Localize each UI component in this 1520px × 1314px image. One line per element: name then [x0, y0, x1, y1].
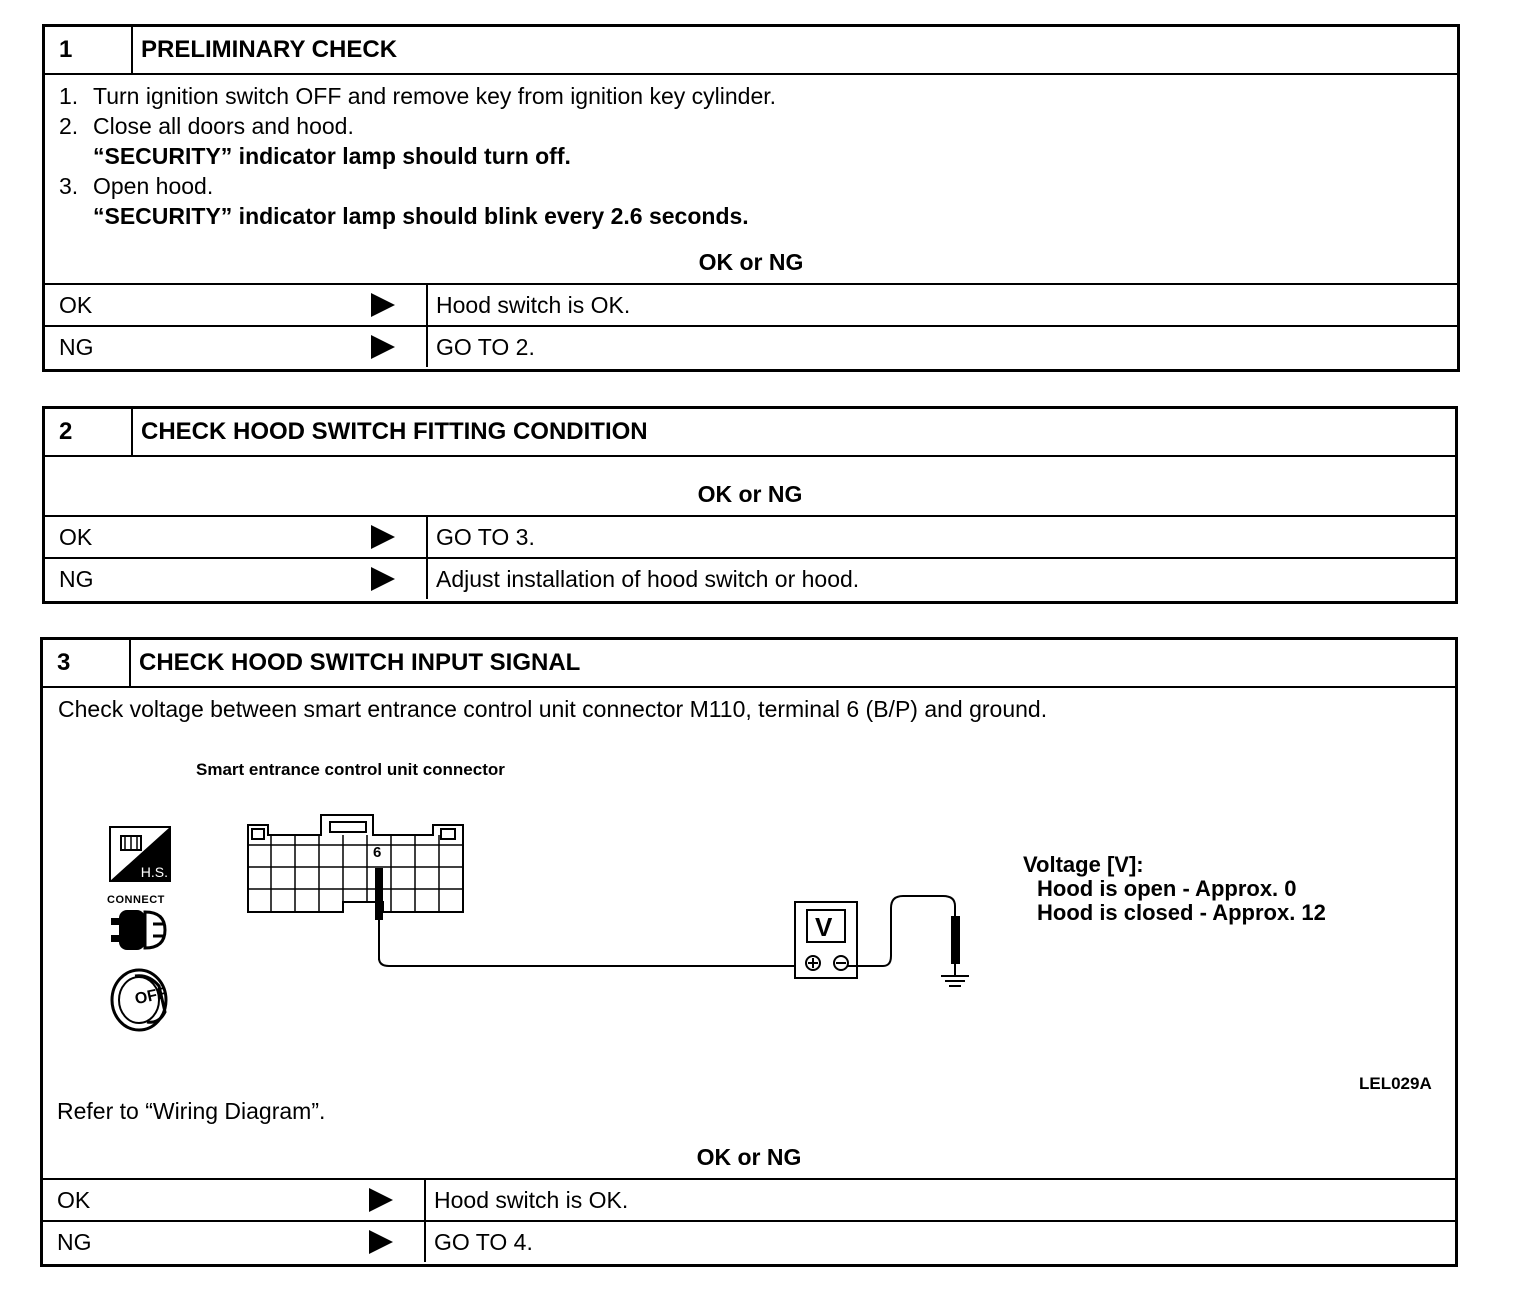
step-3-expected: “SECURITY” indicator lamp should blink every 2.6 seconds. [93, 203, 749, 229]
step-3: 3. Open hood. [59, 173, 214, 199]
section-2-header [45, 409, 1455, 457]
ng-result: GO TO 2. [436, 333, 535, 360]
ng-result: Adjust installation of hood switch or hood. [436, 565, 860, 592]
ok-result: Hood switch is OK. [436, 291, 631, 318]
figure-code: LEL029A [1359, 1074, 1432, 1093]
ok-result: Hood switch is OK. [434, 1186, 629, 1213]
ng-label: NG [59, 333, 94, 360]
section-2-ng-row [45, 557, 1455, 599]
ok-label: OK [59, 523, 93, 550]
step-2: 2. Close all doors and hood. [59, 113, 354, 139]
voltage-open: Hood is open - Approx. 0 [1037, 876, 1297, 901]
section-2-number: 2 [45, 409, 133, 455]
voltmeter-label: V [815, 912, 833, 942]
section-3-instruction: Check voltage between smart entrance control unit connector M110, terminal 6 (B/P) and ground. [58, 696, 1048, 722]
section-3-number: 3 [43, 640, 131, 686]
smart-entrance-connector [248, 815, 463, 912]
step-2-expected: “SECURITY” indicator lamp should turn off. [93, 143, 571, 169]
section-2-ok-row [45, 515, 1455, 557]
arrow-right-icon [371, 525, 395, 549]
ground-icon [941, 976, 969, 986]
voltage-closed: Hood is closed - Approx. 12 [1037, 900, 1326, 925]
section-3 [40, 637, 1458, 1267]
off-label: OFF [133, 984, 169, 1009]
hs-label: H.S. [140, 864, 168, 880]
section-3-okng: OK or NG [696, 1144, 802, 1170]
section-1-steps [59, 81, 776, 231]
section-1-okng: OK or NG [698, 249, 804, 275]
section-2-title: CHECK HOOD SWITCH FITTING CONDITION [141, 418, 648, 445]
arrow-right-icon [369, 1188, 393, 1212]
section-1 [42, 24, 1460, 372]
ground-probe [951, 916, 960, 964]
voltage-spec [1023, 853, 1326, 925]
section-1-ng-row [45, 325, 1457, 367]
arrow-right-icon [369, 1230, 393, 1254]
section-3-title: CHECK HOOD SWITCH INPUT SIGNAL [139, 649, 581, 676]
section-2 [42, 406, 1458, 604]
step-1: 1. Turn ignition switch OFF and remove key from ignition key cylinder. [59, 83, 777, 109]
refer-wiring-diagram: Refer to “Wiring Diagram”. [57, 1098, 326, 1124]
ok-label: OK [57, 1186, 91, 1213]
arrow-right-icon [371, 335, 395, 359]
section-3-ng-row [43, 1220, 1455, 1262]
ok-result: GO TO 3. [436, 523, 535, 550]
section-2-okng: OK or NG [697, 481, 803, 507]
ng-label: NG [59, 565, 94, 592]
ng-label: NG [57, 1228, 92, 1255]
connect-label: CONNECT [107, 894, 165, 906]
test-probe [375, 868, 383, 920]
terminal-number: 6 [373, 844, 382, 861]
section-3-ok-row [43, 1178, 1455, 1220]
section-1-ok-row [45, 283, 1457, 325]
section-1-header [45, 27, 1457, 75]
arrow-right-icon [371, 567, 395, 591]
section-1-number: 1 [45, 27, 133, 73]
wiring-diagram [43, 640, 1043, 1060]
connector-label: Smart entrance control unit connector [196, 760, 505, 779]
voltage-title: Voltage [V]: [1023, 852, 1144, 877]
arrow-right-icon [371, 293, 395, 317]
section-1-title: PRELIMINARY CHECK [141, 36, 398, 63]
ng-result: GO TO 4. [434, 1228, 533, 1255]
ok-label: OK [59, 291, 93, 318]
